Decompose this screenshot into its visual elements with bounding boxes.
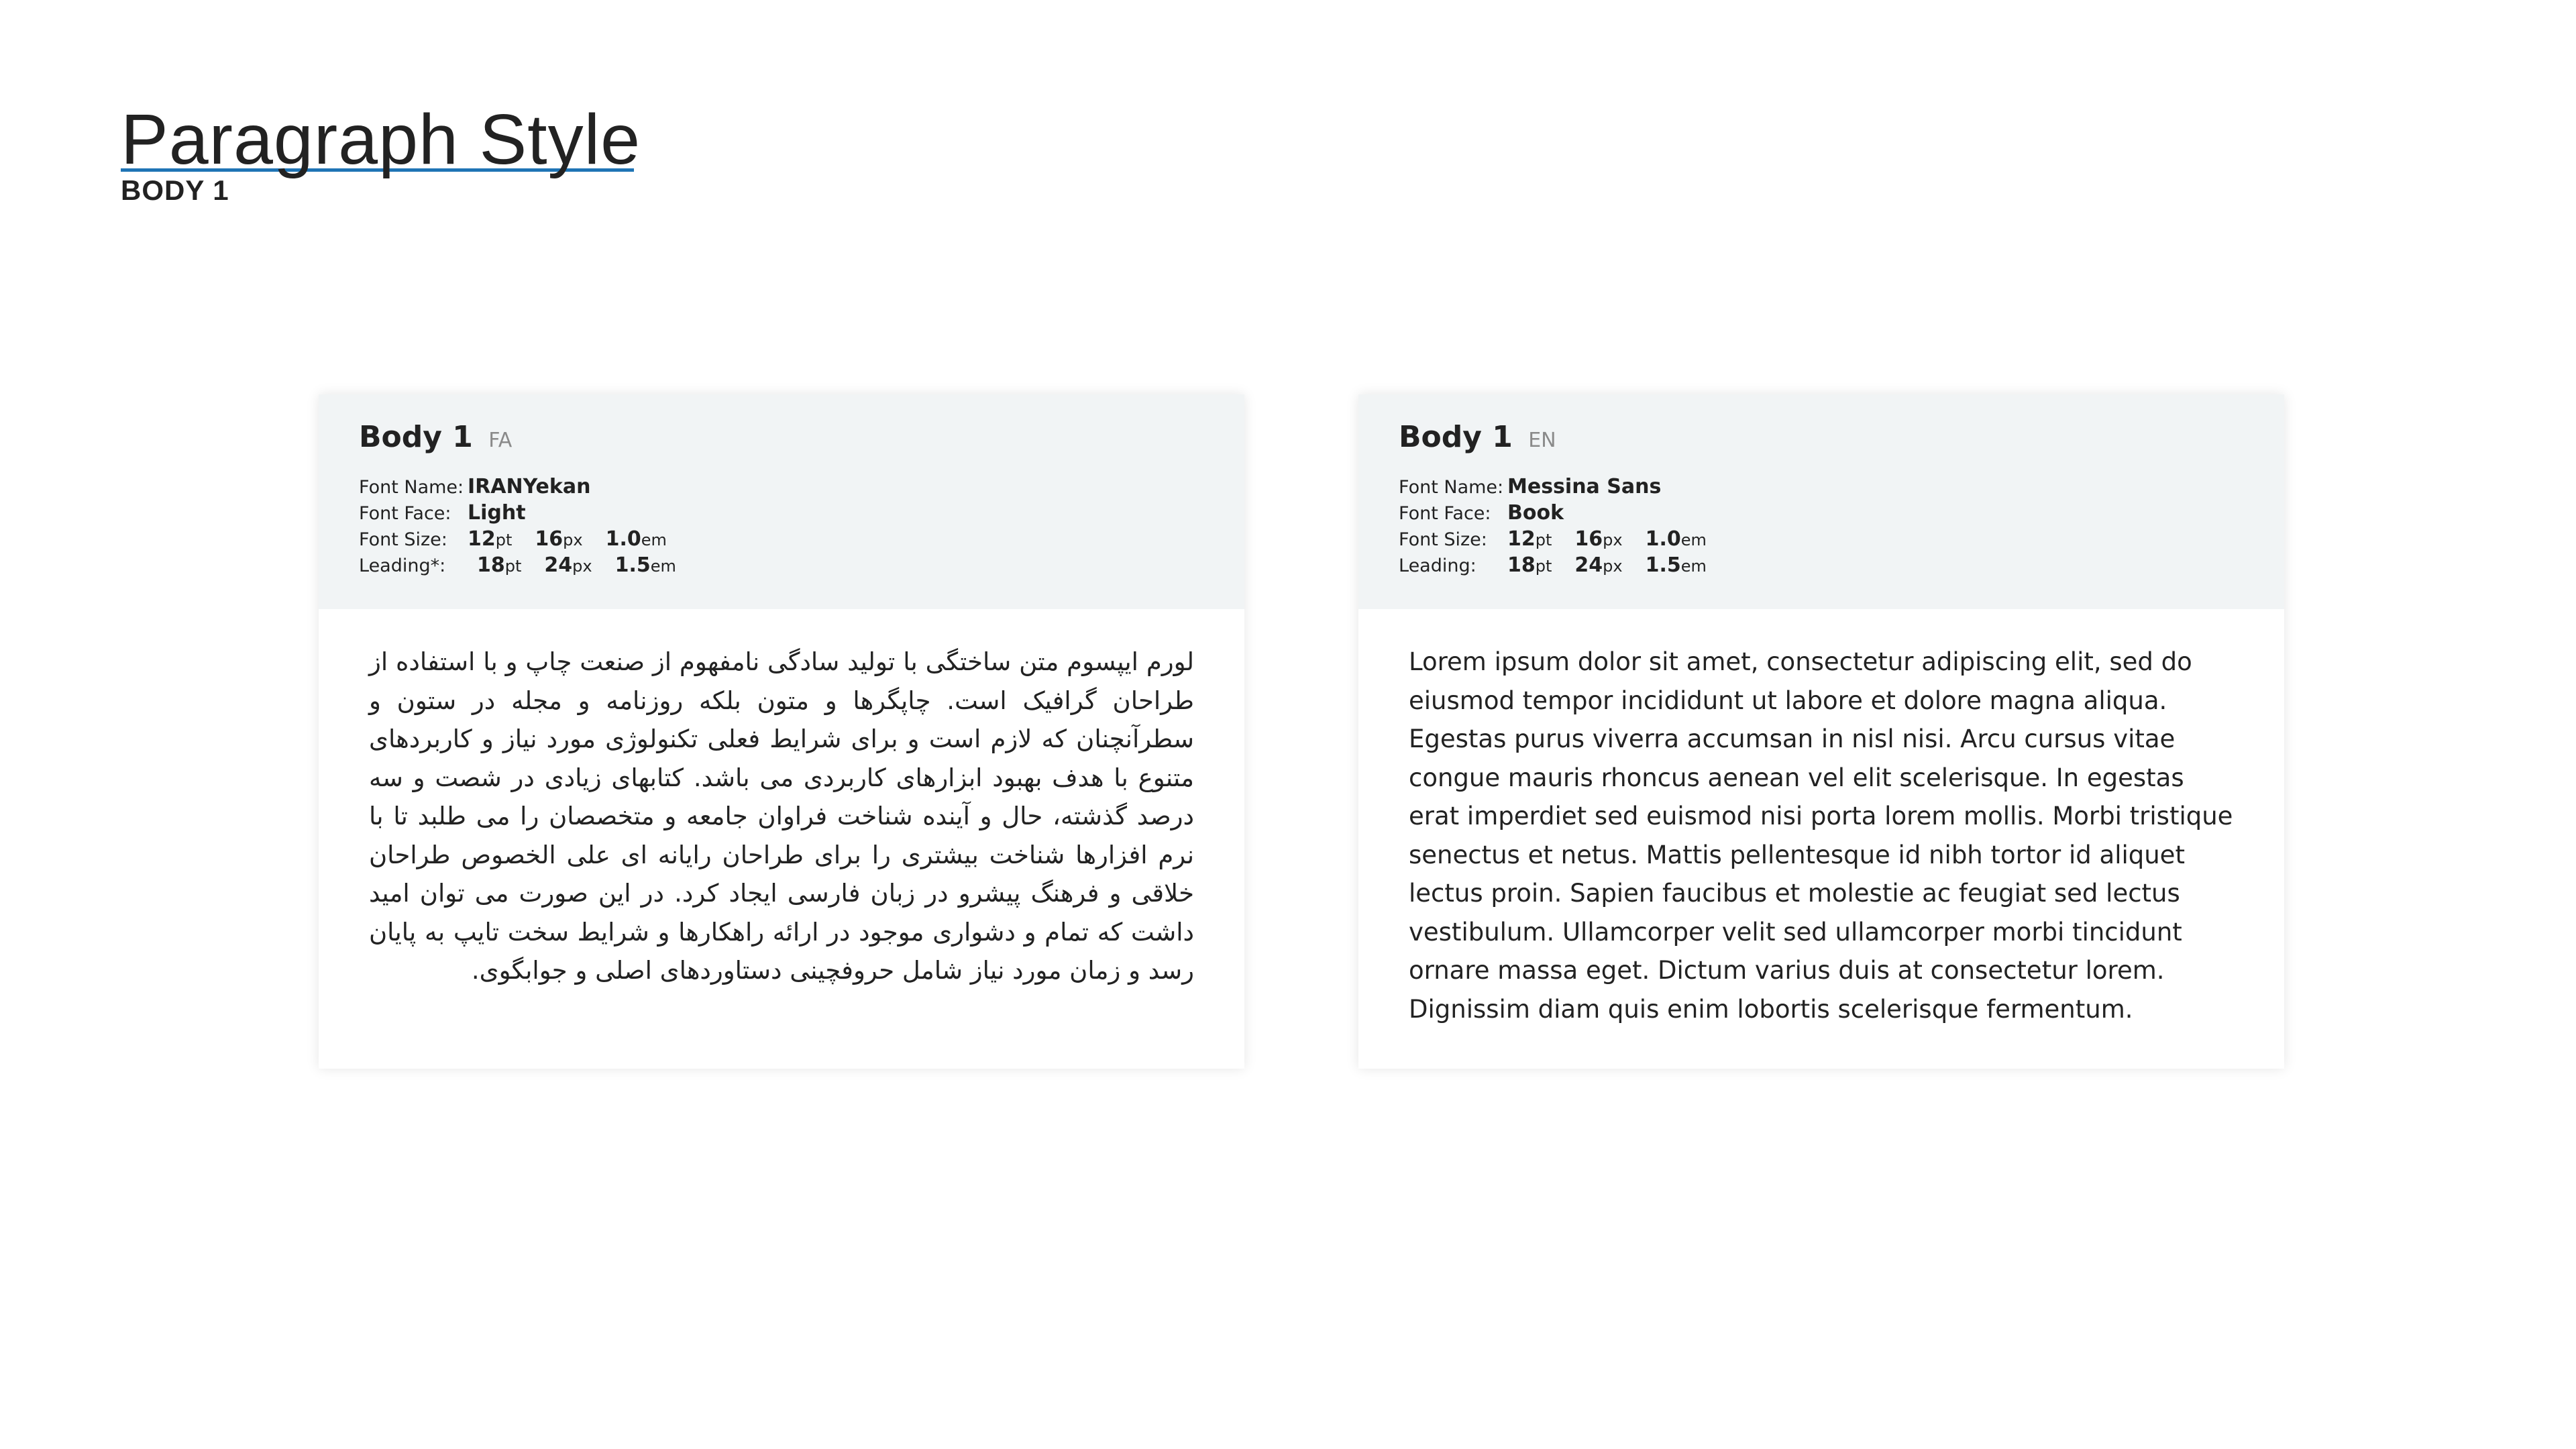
metric <box>606 527 667 553</box>
metric-unit: px <box>563 531 583 549</box>
metric-unit: px <box>1603 531 1623 549</box>
metric <box>1574 527 1622 553</box>
metric-number: 24 <box>544 553 573 577</box>
card-body1-fa <box>319 394 1244 1069</box>
spec-label: Font Name: <box>359 477 464 498</box>
metric-unit: pt <box>1535 557 1552 576</box>
card-header <box>319 394 1244 609</box>
metric-number: 24 <box>1574 553 1603 577</box>
page-subtitle: BODY 1 <box>121 174 229 206</box>
metric-unit: px <box>1603 557 1623 576</box>
spec-label: Font Size: <box>359 529 447 550</box>
metric-unit: em <box>1680 531 1707 549</box>
spec-font-name <box>359 474 1204 500</box>
metric-number: 1.5 <box>614 553 651 577</box>
spec-label: Font Size: <box>1399 529 1487 550</box>
spec-label: Font Face: <box>359 503 451 524</box>
metric <box>1646 553 1707 579</box>
metric-unit: pt <box>504 557 522 576</box>
spec-leading <box>1399 553 2244 579</box>
metric <box>477 553 521 579</box>
metric-number: 16 <box>1574 527 1603 551</box>
card-header <box>1358 394 2284 609</box>
card-title-text: Body 1 <box>1399 420 1513 454</box>
card-language-tag: EN <box>1528 429 1556 452</box>
spec-label: Leading: <box>1399 555 1477 576</box>
spec-value: Messina Sans <box>1507 475 1662 498</box>
spec-font-size <box>359 527 1204 553</box>
metric <box>1574 553 1622 579</box>
metric-number: 1.0 <box>1645 527 1681 551</box>
card-title-text: Body 1 <box>359 420 473 454</box>
metric-number: 16 <box>535 527 564 551</box>
metric-unit: pt <box>1535 531 1552 549</box>
spec-label: Font Face: <box>1399 503 1491 524</box>
spec-leading <box>359 553 1204 579</box>
card-title <box>1399 420 2244 454</box>
metric <box>1646 527 1707 553</box>
metric-number: 18 <box>477 553 505 577</box>
spec-label: Font Name: <box>1399 477 1504 498</box>
spec-font-face <box>359 500 1204 527</box>
spec-label: Leading*: <box>359 555 446 576</box>
metric <box>544 553 592 579</box>
sample-paragraph-en: Lorem ipsum dolor sit amet, consectetur adipiscing elit, sed do eiusmod tempor incididunt ut labore et dolore magna aliqua. Egestas purus viverra accumsan in nisl nisi. Arcu cursus vitae congue mauris rhoncus aenean vel elit scelerisque. In egestas erat imperdiet sed euismod nisi porta lorem mollis. Morbi tristique senectus et netus. Mattis pellentesque id nibh tortor id aliquet lectus proin. Sapien faucibus et molestie ac feugiat sed lectus vestibulum. Ullamcorper velit sed ullamcorper morbi tincidunt ornare massa eget. Dictum varius duis at consectetur lorem. Dignissim diam quis enim lobortis scelerisque fermentum. <box>1409 647 2233 1024</box>
spec-font-face <box>1399 500 2244 527</box>
metric-unit: em <box>641 531 667 549</box>
metric-unit: em <box>650 557 676 576</box>
card-body1-en <box>1358 394 2284 1069</box>
metric-number: 1.5 <box>1645 553 1681 577</box>
metric <box>615 553 676 579</box>
card-title <box>359 420 1204 454</box>
card-language-tag: FA <box>488 429 513 452</box>
metric <box>535 527 582 553</box>
font-specs <box>1399 474 2244 579</box>
page-header <box>121 101 641 207</box>
spec-value: Light <box>468 501 526 525</box>
spec-font-size <box>1399 527 2244 553</box>
page-title: Paragraph Style <box>121 100 641 179</box>
spec-value: Book <box>1507 501 1564 525</box>
metric-number: 18 <box>1507 553 1536 577</box>
font-specs <box>359 474 1204 579</box>
metric <box>468 527 512 553</box>
metric-number: 1.0 <box>605 527 641 551</box>
metric <box>1507 527 1552 553</box>
metric-unit: pt <box>495 531 513 549</box>
metric-number: 12 <box>468 527 496 551</box>
metric-unit: px <box>572 557 592 576</box>
metric-number: 12 <box>1507 527 1536 551</box>
metric <box>1507 553 1552 579</box>
spec-font-name <box>1399 474 2244 500</box>
spec-value: IRANYekan <box>468 475 591 498</box>
metric-unit: em <box>1680 557 1707 576</box>
sample-paragraph-fa: لورم ایپسوم متن ساختگی با تولید سادگی نامفهوم از صنعت چاپ و با استفاده از طراحان گرافیک است. چاپگرها و متون بلکه روزنامه و مجله در ستون و سطرآنچنان که لازم است و برای شرایط فعلی تکنولوژی مورد نیاز و کاربردهای متنوع با هدف بهبود ابزارهای کاربردی می باشد. کتابهای زیادی در شصت و سه درصد گذشته، حال و آینده شناخت فراوان جامعه و متخصصان را می طلبد تا با نرم افزارها شناخت بیشتری را برای طراحان رایانه ای علی الخصوص طراحان خلاقی و فرهنگ پیشرو در زبان فارسی ایجاد کرد. در این صورت می توان امید داشت که تمام و دشواری موجود در ارائه راهکارها و شرایط سخت تایپ به پایان رسد و زمان مورد نیاز شامل حروفچینی دستاوردهای اصلی و جوابگوی. <box>369 647 1194 985</box>
